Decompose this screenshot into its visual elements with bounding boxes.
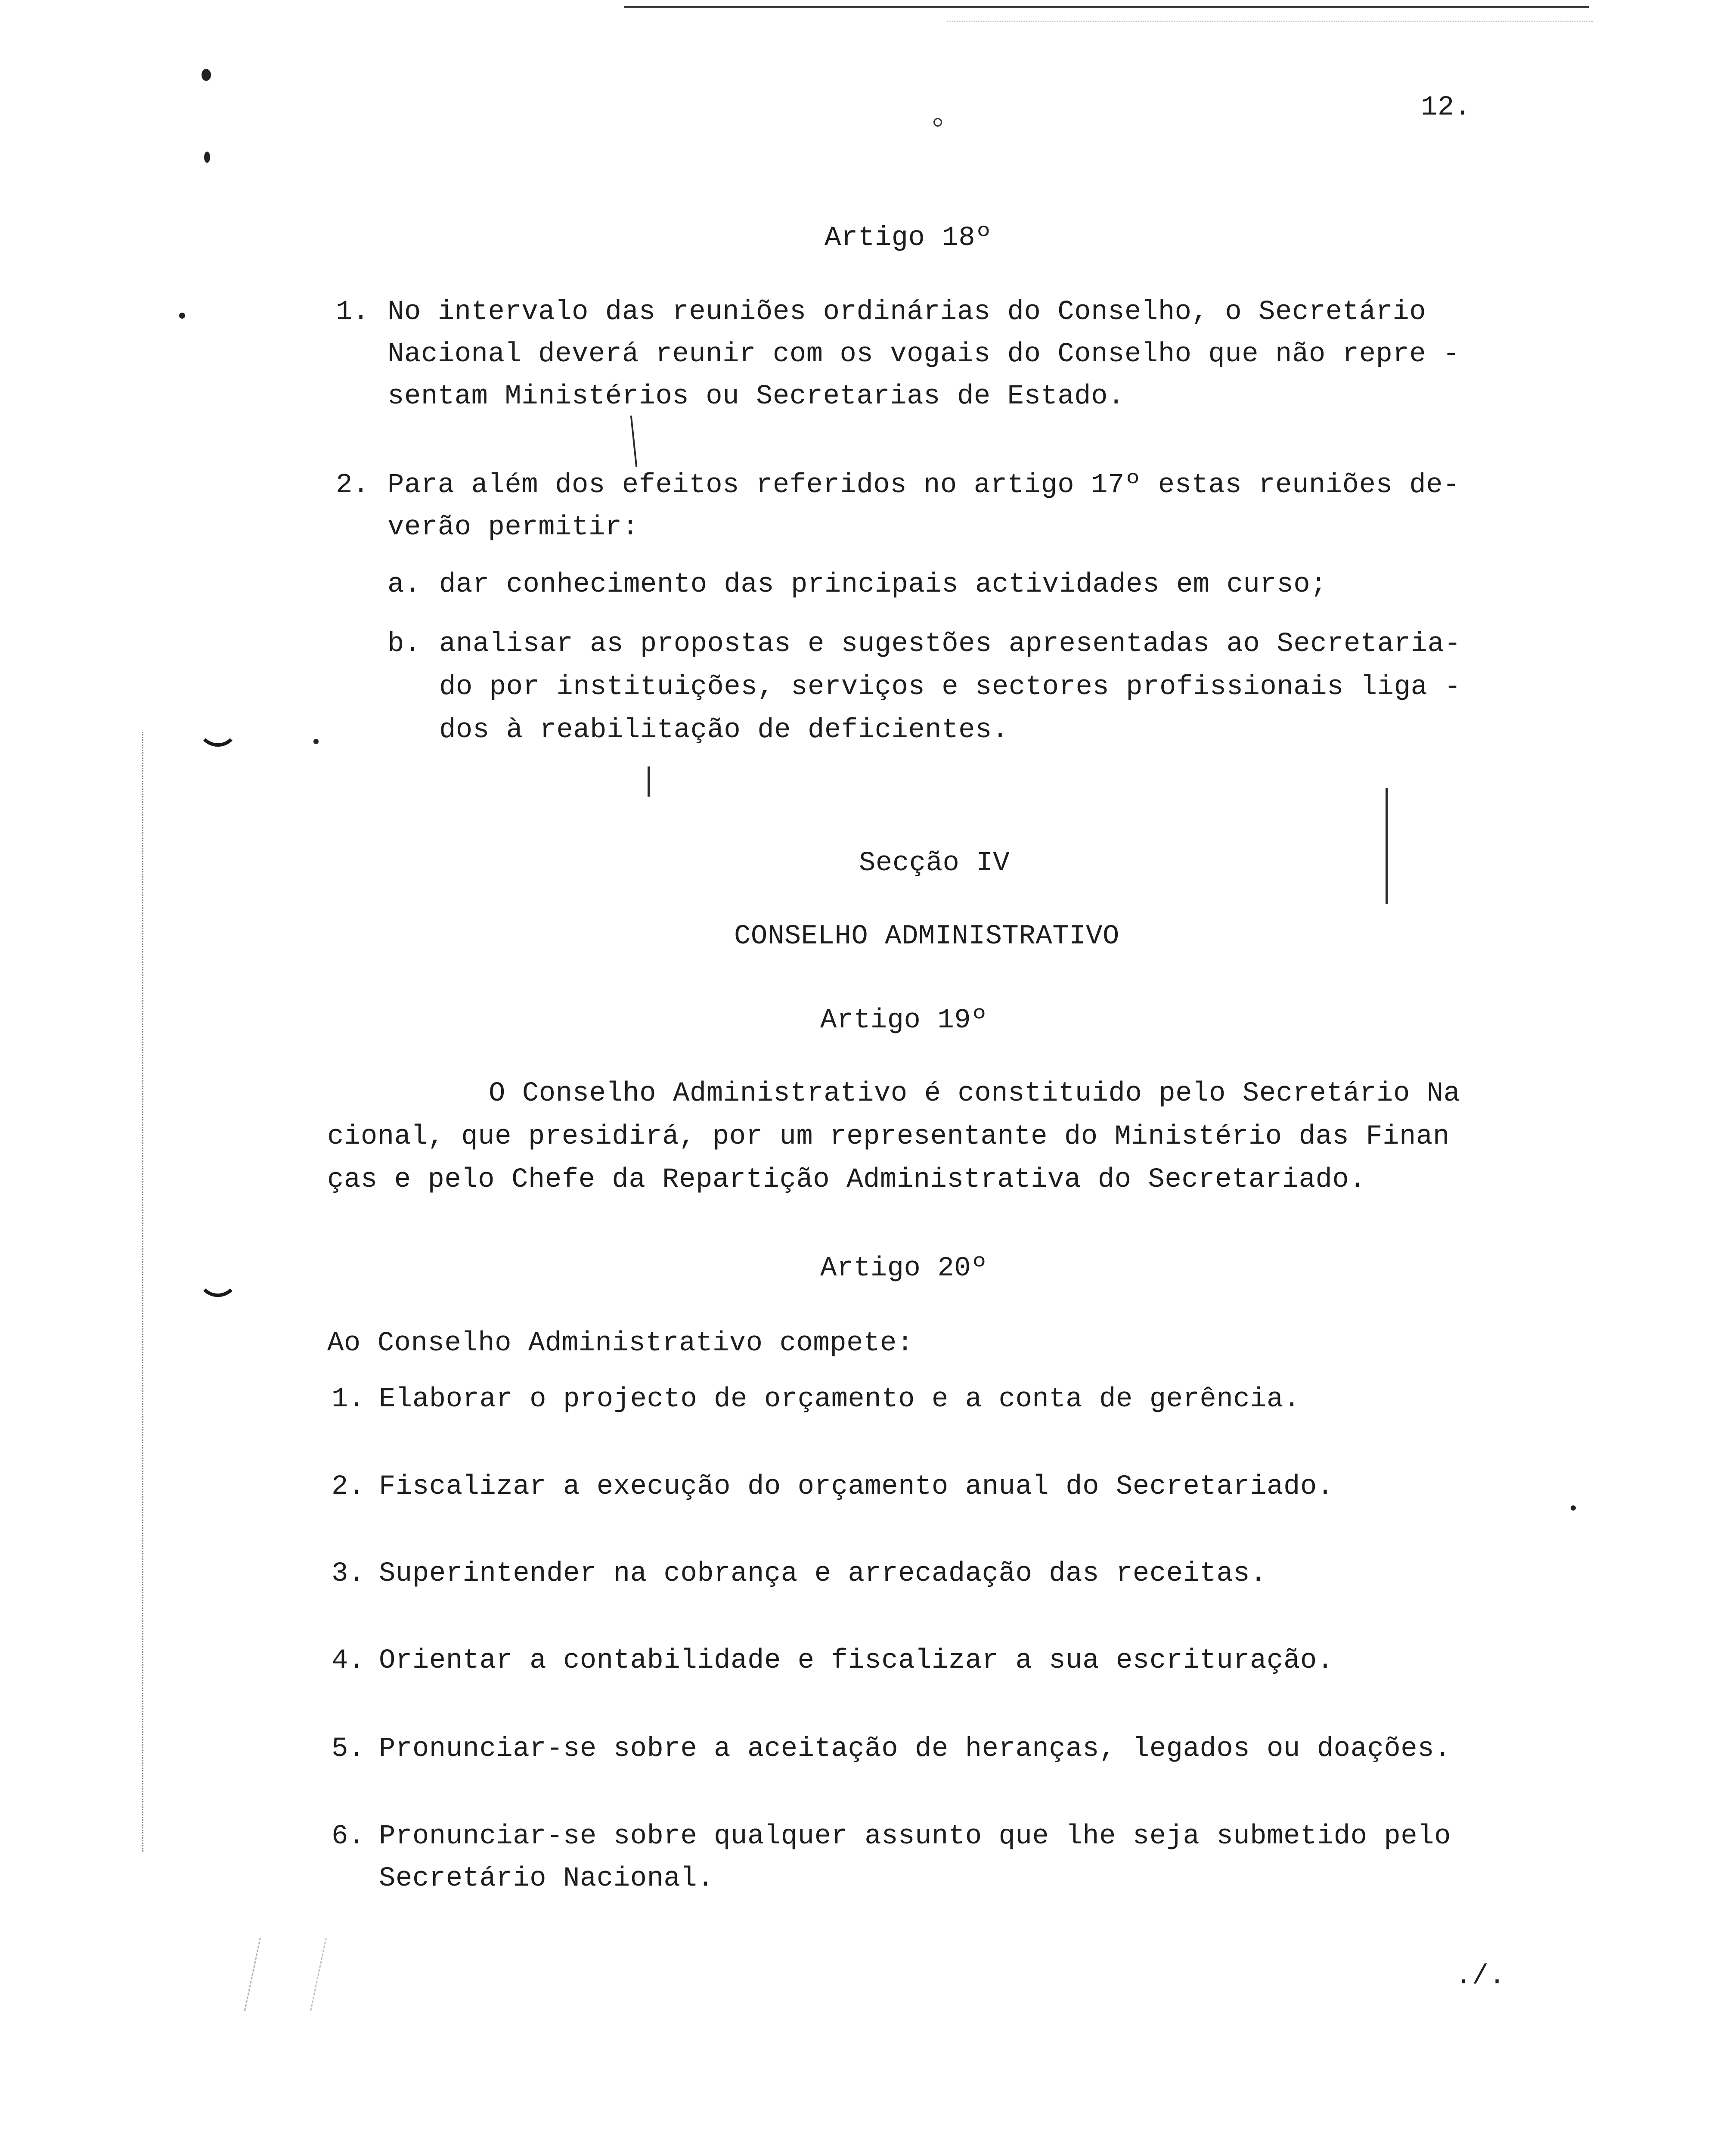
top-rule-faint xyxy=(947,21,1593,22)
article-18-sub-b-line-1: analisar as propostas e sugestões apresentadas ao Secretaria- xyxy=(439,629,1461,660)
article-18-item-2-number: 2. xyxy=(336,470,369,501)
margin-bar-right xyxy=(1386,788,1388,904)
article-18-sub-a-line-1: dar conhecimento das principais actividades em curso; xyxy=(439,569,1327,600)
stray-dot-mid xyxy=(313,739,319,744)
article-19-heading: Artigo 19º xyxy=(820,1005,988,1036)
punch-mark-top xyxy=(202,69,211,81)
margin-ticks xyxy=(142,732,146,1852)
stray-mark-center xyxy=(933,118,942,127)
section-heading: Secção IV xyxy=(859,848,1010,879)
article-20-item-5-text: Pronunciar-se sobre a aceitação de heranças, legados ou doações. xyxy=(379,1734,1451,1765)
article-19-line-2: cional, que presidirá, por um representante do Ministério das Finan xyxy=(327,1121,1450,1152)
continuation-mark: ./. xyxy=(1455,1961,1506,1992)
stray-dot-right xyxy=(1571,1505,1576,1511)
article-18-heading: Artigo 18º xyxy=(825,223,992,254)
article-20-item-1-text: Elaborar o projecto de orçamento e a conta de gerência. xyxy=(379,1384,1300,1415)
article-20-item-5-number: 5. xyxy=(332,1734,365,1765)
article-18-item-1-number: 1. xyxy=(336,297,369,328)
article-20-item-1-number: 1. xyxy=(332,1384,365,1415)
article-20-intro: Ao Conselho Administrativo compete: xyxy=(327,1328,914,1359)
article-18-item-2-line-2: verão permitir: xyxy=(388,512,639,543)
article-19-line-3: ças e pelo Chefe da Repartição Administrativa do Secretariado. xyxy=(327,1164,1366,1195)
article-20-item-2-text: Fiscalizar a execução do orçamento anual do Secretariado. xyxy=(379,1471,1334,1502)
article-20-item-3-number: 3. xyxy=(332,1558,365,1589)
article-20-item-6-line-2: Secretário Nacional. xyxy=(379,1863,714,1894)
article-20-item-4-text: Orientar a contabilidade e fiscalizar a sua escrituração. xyxy=(379,1645,1334,1676)
article-20-item-3-text: Superintender na cobrança e arrecadação das receitas. xyxy=(379,1558,1267,1589)
article-20-item-6-number: 6. xyxy=(332,1821,365,1852)
article-18-item-2-line-1: Para além dos efeitos referidos no artigo 17º estas reuniões de- xyxy=(388,470,1460,501)
section-title: CONSELHO ADMINISTRATIVO xyxy=(734,921,1119,952)
article-18-sub-a-letter: a. xyxy=(388,569,421,600)
stray-mark-left xyxy=(179,313,185,319)
hole-mark-2 xyxy=(197,1269,239,1297)
margin-scribble xyxy=(244,1938,327,2011)
article-18-item-1-line-1: No intervalo das reuniões ordinárias do Conselho, o Secretário xyxy=(388,297,1426,328)
article-18-item-1-line-3: sentam Ministérios ou Secretarias de Estado. xyxy=(388,381,1125,412)
punch-mark-second xyxy=(204,152,210,163)
article-20-heading: Artigo 20º xyxy=(820,1253,988,1284)
article-18-item-1-line-2: Nacional deverá reunir com os vogais do Conselho que não repre - xyxy=(388,339,1460,370)
top-rule xyxy=(624,6,1589,8)
page-number: 12. xyxy=(1421,92,1471,123)
article-20-item-2-number: 2. xyxy=(332,1471,365,1502)
article-18-sub-b-letter: b. xyxy=(388,629,421,660)
article-20-item-6-line-1: Pronunciar-se sobre qualquer assunto que lhe seja submetido pelo xyxy=(379,1821,1451,1852)
article-18-sub-b-line-3: dos à reabilitação de deficientes. xyxy=(439,715,1009,746)
article-19-line-1: O Conselho Administrativo é constituido pelo Secretário Na xyxy=(489,1078,1460,1109)
margin-bar-center xyxy=(648,766,650,797)
hole-mark-1 xyxy=(197,718,239,747)
article-18-sub-b-line-2: do por instituições, serviços e sectores profissionais liga - xyxy=(439,672,1461,703)
article-20-item-4-number: 4. xyxy=(332,1645,365,1676)
pen-stroke xyxy=(630,416,638,467)
